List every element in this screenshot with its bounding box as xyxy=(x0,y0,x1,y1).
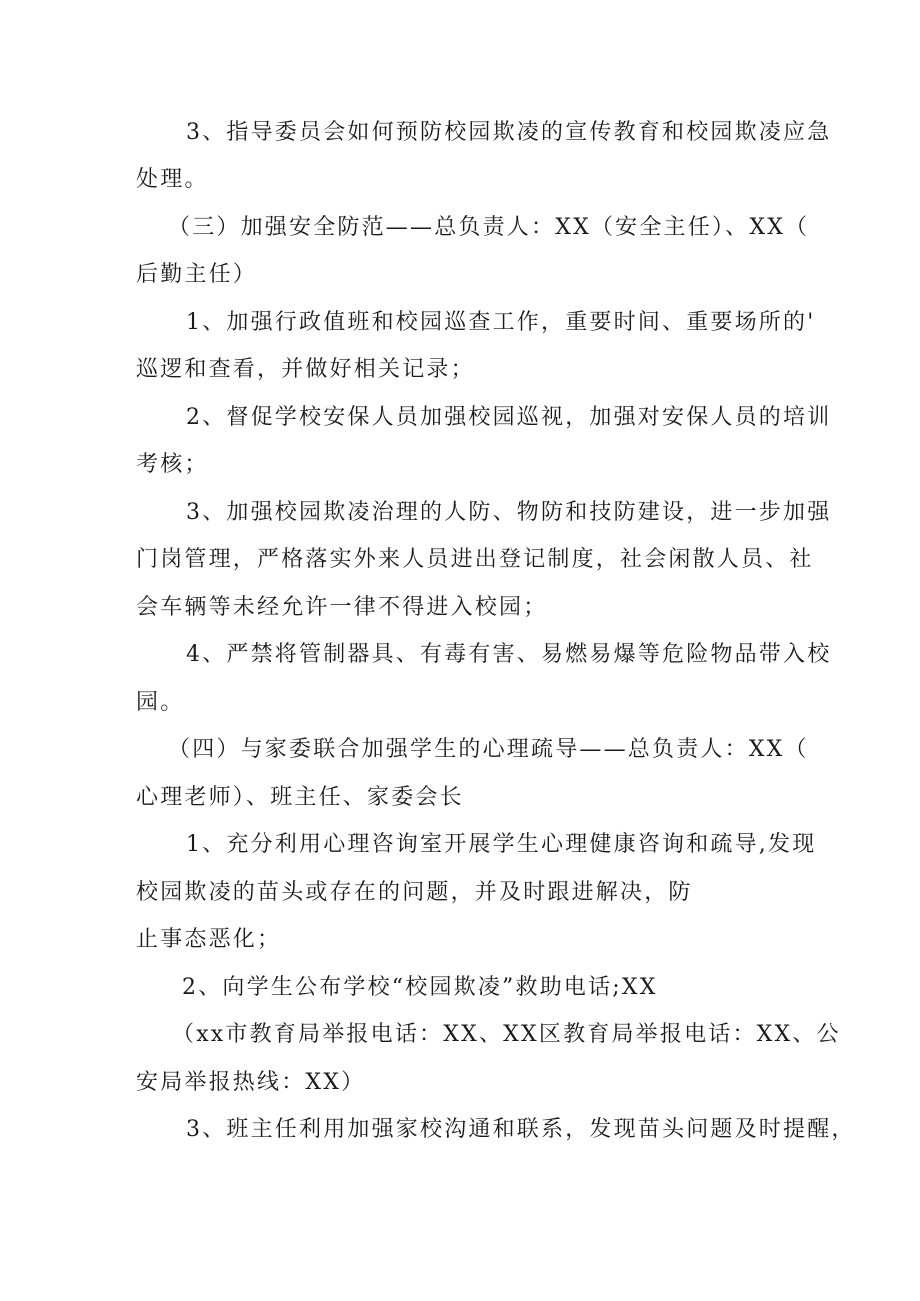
text-line: （xx市教育局举报电话：XX、XX区教育局举报电话：XX、公 xyxy=(172,1022,841,1047)
text-line: 4、严禁将管制器具、有毒有害、易燃易爆等危险物品带入校 xyxy=(186,642,832,667)
text-line: 1、充分利用心理咨询室开展学生心理健康咨询和疏导,发现 xyxy=(186,832,817,857)
text-line: 后勤主任） xyxy=(136,262,258,287)
text-line: 校园欺凌的苗头或存在的问题，并及时跟进解决，防 xyxy=(136,880,693,905)
text-line: 2、督促学校安保人员加强校园巡视，加强对安保人员的培训 xyxy=(186,405,832,430)
text-line: 安局举报热线：XX） xyxy=(136,1070,366,1095)
text-line: 止事态恶化； xyxy=(136,927,282,952)
text-line: 3、班主任利用加强家校沟通和联系，发现苗头问题及时提醒， xyxy=(186,1117,856,1142)
text-line: 巡逻和查看，并做好相关记录； xyxy=(136,357,475,382)
text-line: 考核； xyxy=(136,452,209,477)
section-heading-4: （四）与家委联合加强学生的心理疏导——总负责人：XX（ xyxy=(168,737,809,762)
text-line: 2、向学生公布学校“校园欺凌”救助电话;XX xyxy=(182,975,658,1000)
text-line: 门岗管理，严格落实外来人员进出登记制度，社会闲散人员、社 xyxy=(136,547,814,572)
text-line: 处理。 xyxy=(136,167,209,192)
text-line: 3、指导委员会如何预防校园欺凌的宣传教育和校园欺凌应急 xyxy=(186,120,832,145)
text-line: 会车辆等未经允许一律不得进入校园； xyxy=(136,595,548,620)
text-line: 园。 xyxy=(136,690,185,715)
text-line: 3、加强校园欺凌治理的人防、物防和技防建设，进一步加强 xyxy=(186,500,832,525)
text-line: 1、加强行政值班和校园巡查工作，重要时间、重要场所的' xyxy=(186,310,816,335)
section-heading-3: （三）加强安全防范——总负责人：XX（安全主任）、XX（ xyxy=(168,215,810,240)
text-line: 心理老师）、班主任、家委会长 xyxy=(136,785,464,810)
